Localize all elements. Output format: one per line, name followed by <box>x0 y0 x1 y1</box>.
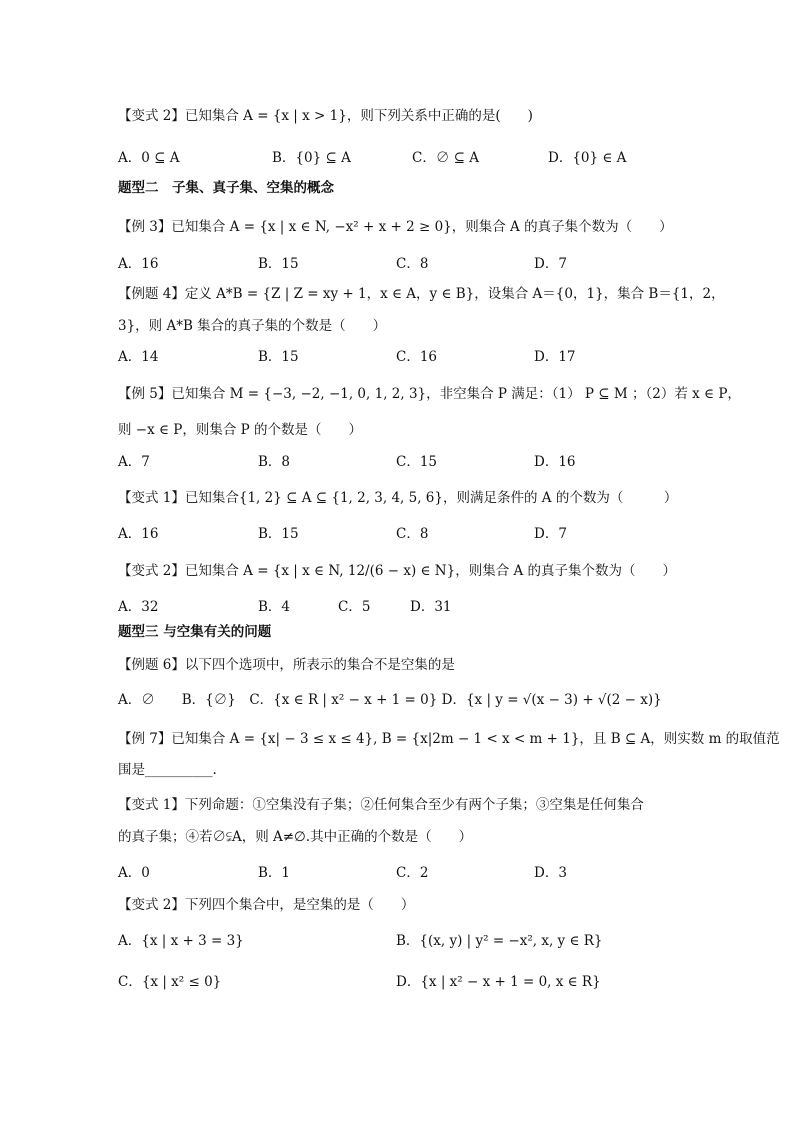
option-a: A．16 <box>118 526 159 542</box>
option-b: B．1 <box>258 865 291 881</box>
question-variant-1a: 【变式 1】已知集合{1, 2} ⊆ A ⊆ {1, 2, 3, 4, 5, 6}，则满足条件的 A 的个数为（ ） <box>118 490 678 506</box>
question-example-4-line2: 3}，则 A*B 集合的真子集的个数是（ ） <box>118 318 387 334</box>
options-variant-2c-row2 <box>118 972 678 992</box>
option-d: D．17 <box>534 349 576 365</box>
option-c: C．∅ ⊆ A <box>412 150 479 166</box>
option-d: D．16 <box>534 454 576 470</box>
option-d: D．3 <box>534 865 567 881</box>
question-example-5-line2: 则 −x ∈ P，则集合 P 的个数是（ ） <box>118 422 363 438</box>
option-c: C．5 <box>338 599 371 615</box>
question-example-5-line1: 【例 5】已知集合 M = {−3, −2, −1, 0, 1, 2, 3}，非空集合 P 满足：（1） P ⊆ M ；（2）若 x ∈ P， <box>118 386 741 402</box>
question-example-4-line1: 【例题 4】定义 A*B = {Z | Z = xy + 1，x ∈ A，y ∈ B}，设集合 A＝{0，1}，集合 B＝{1，2， <box>118 286 725 302</box>
option-d: D．{x | x² − x + 1 = 0, x ∈ R} <box>396 974 601 990</box>
option-c: C．2 <box>396 865 429 881</box>
question-variant-2a: 【变式 2】已知集合 A = {x | x > 1}，则下列关系中正确的是( ) <box>118 108 533 124</box>
option-b: B．15 <box>258 349 299 365</box>
question-variant-1b-line1: 【变式 1】下列命题：①空集没有子集；②任何集合至少有两个子集；③空集是任何集合 <box>118 797 644 813</box>
question-variant-2b: 【变式 2】已知集合 A = {x | x ∈ N, 12/(6 − x) ∈ N}，则集合 A 的真子集个数为（ ） <box>118 563 677 579</box>
question-example-6: 【例题 6】以下四个选项中，所表示的集合不是空集的是 <box>118 657 455 673</box>
option-a: A．16 <box>118 256 159 272</box>
option-b: B．15 <box>258 256 299 272</box>
options-variant-2b <box>118 597 678 617</box>
option-d: D．{0} ∈ A <box>548 150 627 166</box>
option-d: D．31 <box>410 599 452 615</box>
option-a: A．14 <box>118 349 159 365</box>
option-d: D．7 <box>534 256 567 272</box>
option-b: B．{0} ⊆ A <box>272 150 351 166</box>
options-variant-1b <box>118 863 678 883</box>
question-example-7-line1: 【例 7】已知集合 A = {x| − 3 ≤ x ≤ 4}, B = {x|2m − 1 < x < m + 1}，且 B ⊆ A，则实数 m 的取值范 <box>118 731 780 747</box>
section-heading-3: 题型三 与空集有关的问题 <box>118 624 272 640</box>
option-c: C．8 <box>396 256 429 272</box>
options-example-3 <box>118 254 678 274</box>
option-a: A．{x | x + 3 = 3} <box>118 933 244 949</box>
option-a: A．0 <box>118 865 150 881</box>
option-b: B．15 <box>258 526 299 542</box>
options-variant-1a <box>118 524 678 544</box>
options-variant-2a <box>118 148 678 168</box>
option-b: B．4 <box>258 599 291 615</box>
options-example-5 <box>118 452 678 472</box>
option-a: A．7 <box>118 454 150 470</box>
options-variant-2c-row1 <box>118 931 678 951</box>
option-a: A．0 ⊆ A <box>118 150 180 166</box>
question-variant-2c: 【变式 2】下列四个集合中，是空集的是（ ） <box>118 897 415 913</box>
options-example-4 <box>118 347 678 367</box>
question-example-3: 【例 3】已知集合 A = {x | x ∈ N, −x² + x + 2 ≥ 0}，则集合 A 的真子集个数为（ ） <box>118 219 673 235</box>
options-example-6: A．∅ B．{∅} C．{x ∈ R | x² − x + 1 = 0} D．{x | y = √(x − 3) + √(2 − x)} <box>118 692 662 708</box>
section-heading-2: 题型二 子集、真子集、空集的概念 <box>118 180 334 196</box>
option-a: A．32 <box>118 599 159 615</box>
option-c: C．16 <box>396 349 438 365</box>
question-example-7-line2: 围是__________. <box>118 762 217 778</box>
option-b: B．{(x, y) | y² = −x², x, y ∈ R} <box>396 933 603 949</box>
option-c: C．8 <box>396 526 429 542</box>
option-b: B．8 <box>258 454 291 470</box>
question-variant-1b-line2: 的真子集；④若∅⫋A，则 A≠∅.其中正确的个数是（ ） <box>118 829 473 845</box>
option-d: D．7 <box>534 526 567 542</box>
option-c: C．15 <box>396 454 438 470</box>
option-c: C．{x | x² ≤ 0} <box>118 974 222 990</box>
